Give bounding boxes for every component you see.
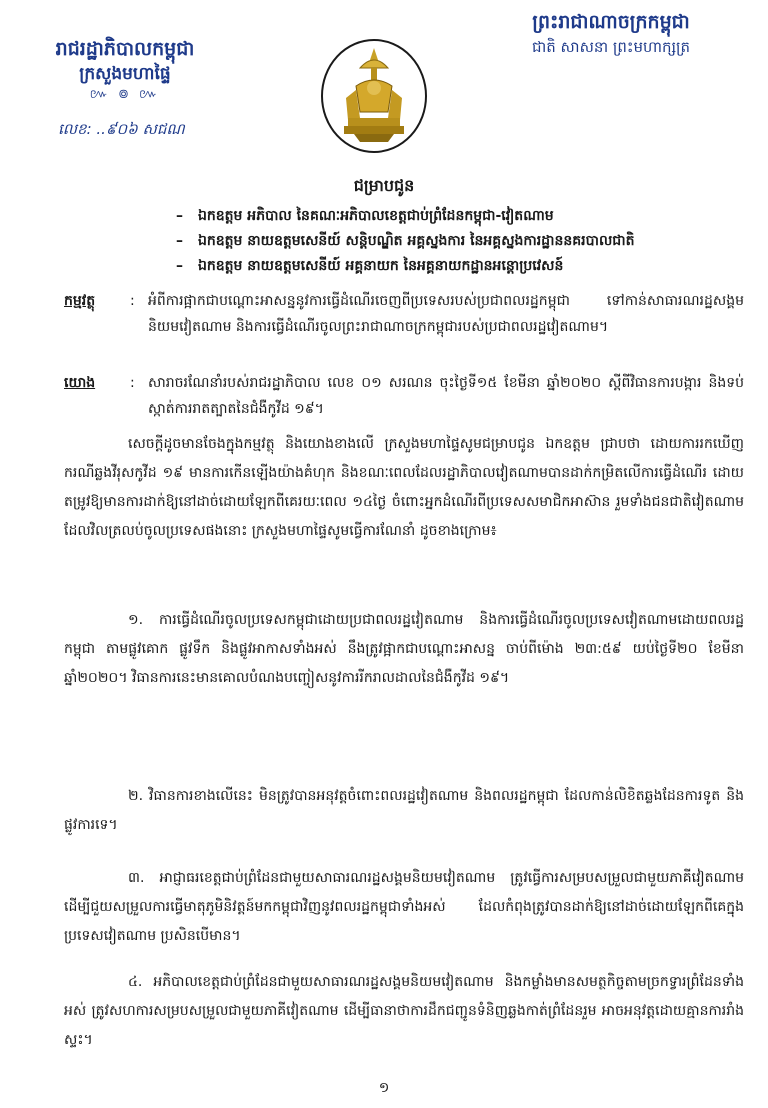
- ornament-divider: ៚ ៙ ៚: [89, 87, 161, 102]
- recipients-title: ជម្រាបជូន: [353, 176, 415, 195]
- intro-paragraph: សេចក្ដីដូចមានចែងក្នុងកម្មវត្ថុ និងយោងខាងលើ ក្រសួងមហាផ្ទៃសូមជម្រាបជូន ឯកឧត្តម ជ្រាបថា ដោយការរកឃើញករណីឆ្លងវីរុសកូវីដ ១៩ មានការកើនឡើងយ៉ាងគំហុក និងខណៈពេលដែលរដ្ឋាភិបាលវៀតណាមបានដាក់កម្រិតលើការធ្វើដំណើរ ដោយតម្រូវឱ្យមានការដាក់ឱ្យនៅដាច់ដោយឡែកពីគេរយៈពេល ១៤ថ្ងៃ ចំពោះអ្នកដំណើរពីប្រទេសសមាជិកអាស៊ាន រួមទាំងជនជាតិវៀតណាមដែលវិលត្រលប់ចូលប្រទេសផងនោះ ក្រសួងមហាផ្ទៃសូមធ្វើការណែនាំ ដូចខាងក្រោម៖: [64, 436, 744, 539]
- subject-field: [64, 288, 744, 340]
- document-number: លេខ: ..៩០៦ សជណ: [58, 120, 185, 138]
- reference-text: សារាចរណែនាំរបស់រាជរដ្ឋាភិបាល លេខ ០១ សរណន ចុះថ្ងៃទី១៥ ខែមីនា ឆ្នាំ២០២០ ស្ដីពីវិធានការបង្ការ និងទប់ស្កាត់ការរាតត្បាតនៃជំងឺកូវីដ ១៩។: [148, 375, 744, 417]
- recipient-text: ឯកឧត្តម នាយឧត្តមសេនីយ៍ សន្តិបណ្ឌិត អគ្គស្នងការ នៃអគ្គស្នងការដ្ឋាននគរបាលជាតិ: [198, 233, 635, 249]
- page-number: ១: [378, 1080, 390, 1096]
- reference-label: យោង: [64, 375, 96, 391]
- ministry-name: ក្រសួងមហាផ្ទៃ: [79, 64, 171, 84]
- recipient-item: – ឯកឧត្តម នាយឧត្តមសេនីយ៍ អគ្គនាយក នៃអគ្គនាយកដ្ឋានអន្តោប្រវេសន៍: [176, 258, 564, 274]
- kingdom-name: ព្រះរាជាណាចក្រកម្ពុជា: [532, 11, 690, 33]
- recipient-item: – ឯកឧត្តម អភិបាល នៃគណៈអភិបាលខេត្តជាប់ព្រំដែនកម្ពុជា-វៀតណាម: [176, 208, 554, 224]
- recipient-text: ឯកឧត្តម អភិបាល នៃគណៈអភិបាលខេត្តជាប់ព្រំដែនកម្ពុជា-វៀតណាម: [198, 208, 554, 224]
- national-motto: ជាតិ សាសនា ព្រះមហាក្សត្រ: [531, 38, 691, 56]
- recipient-text: ឯកឧត្តម នាយឧត្តមសេនីយ៍ អគ្គនាយក នៃអគ្គនាយកដ្ឋានអន្តោប្រវេសន៍: [198, 258, 564, 274]
- reference-field: [64, 370, 744, 422]
- subject-colon: :: [130, 293, 135, 309]
- point-paragraph: ៤. អភិបាលខេត្តជាប់ព្រំដែនជាមួយសាធារណរដ្ឋសង្គមនិយមវៀតណាម និងកម្លាំងមានសមត្ថកិច្ចតាមច្រកទ្វារព្រំដែនទាំងអស់ ត្រូវសហការសម្របសម្រួលជាមួយភាគីវៀតណាម ដើម្បីធានាថាការដឹកជញ្ជូនទំនិញឆ្លងកាត់ព្រំដែនរួម អាចអនុវត្តដោយគ្មានការរាំងស្ទះ។: [64, 974, 744, 1048]
- point-paragraph: ១. ការធ្វើដំណើរចូលប្រទេសកម្ពុជាដោយប្រជាពលរដ្ឋវៀតណាម និងការធ្វើដំណើរចូលប្រទេសវៀតណាមដោយពលរដ្ឋកម្ពុជា តាមផ្លូវគោក ផ្លូវទឹក និងផ្លូវអាកាសទាំងអស់ នឹងត្រូវផ្អាកជាបណ្ដោះអាសន្ន ចាប់ពីម៉ោង ២៣:៥៩ យប់ថ្ងៃទី២០ ខែមីនា ឆ្នាំ២០២០។ វិធានការនេះមានគោលបំណងបញ្ចៀសនូវការរីករាលដាលនៃជំងឺកូវីដ ១៩។: [64, 612, 744, 686]
- kingdom-header: [476, 8, 746, 58]
- government-name: រាជរដ្ឋាភិបាលកម្ពុជា: [55, 38, 195, 60]
- reference-colon: :: [130, 375, 135, 391]
- royal-emblem-icon: [316, 38, 432, 154]
- recipient-item: – ឯកឧត្តម នាយឧត្តមសេនីយ៍ សន្តិបណ្ឌិត អគ្គស្នងការ នៃអគ្គស្នងការដ្ឋាននគរបាលជាតិ: [176, 233, 635, 249]
- point-paragraph: ៣. អាជ្ញាធរខេត្តជាប់ព្រំដែនជាមួយសាធារណរដ្ឋសង្គមនិយមវៀតណាម ត្រូវធ្វើការសម្របសម្រួលជាមួយភាគីវៀតណាម ដើម្បីជួយសម្រួលការធ្វើមាតុភូមិនិវត្តន៍មកកម្ពុជាវិញនូវពលរដ្ឋកម្ពុជាទាំងអស់ ដែលកំពុងត្រូវបានដាក់ឱ្យនៅដាច់ដោយឡែកពីគេក្នុងប្រទេសវៀតណាម ប្រសិនបើមាន។: [64, 870, 744, 944]
- ministry-header: [30, 36, 220, 104]
- point-paragraph: ២. វិធានការខាងលើនេះ មិនត្រូវបានអនុវត្តចំពោះពលរដ្ឋវៀតណាម និងពលរដ្ឋកម្ពុជា ដែលកាន់លិខិតឆ្លងដែនការទូត និងផ្លូវការទេ។: [64, 788, 744, 833]
- subject-label: កម្មវត្ថុ: [64, 293, 96, 309]
- subject-text: អំពីការផ្អាកជាបណ្ដោះអាសន្ននូវការធ្វើដំណើរចេញពីប្រទេសរបស់ប្រជាពលរដ្ឋកម្ពុជា ទៅកាន់សាធារណរដ្ឋសង្គមនិយមវៀតណាម និងការធ្វើដំណើរចូលព្រះរាជាណាចក្រកម្ពុជារបស់ប្រជាពលរដ្ឋវៀតណាម។: [148, 293, 744, 335]
- recipients-block: [0, 173, 768, 274]
